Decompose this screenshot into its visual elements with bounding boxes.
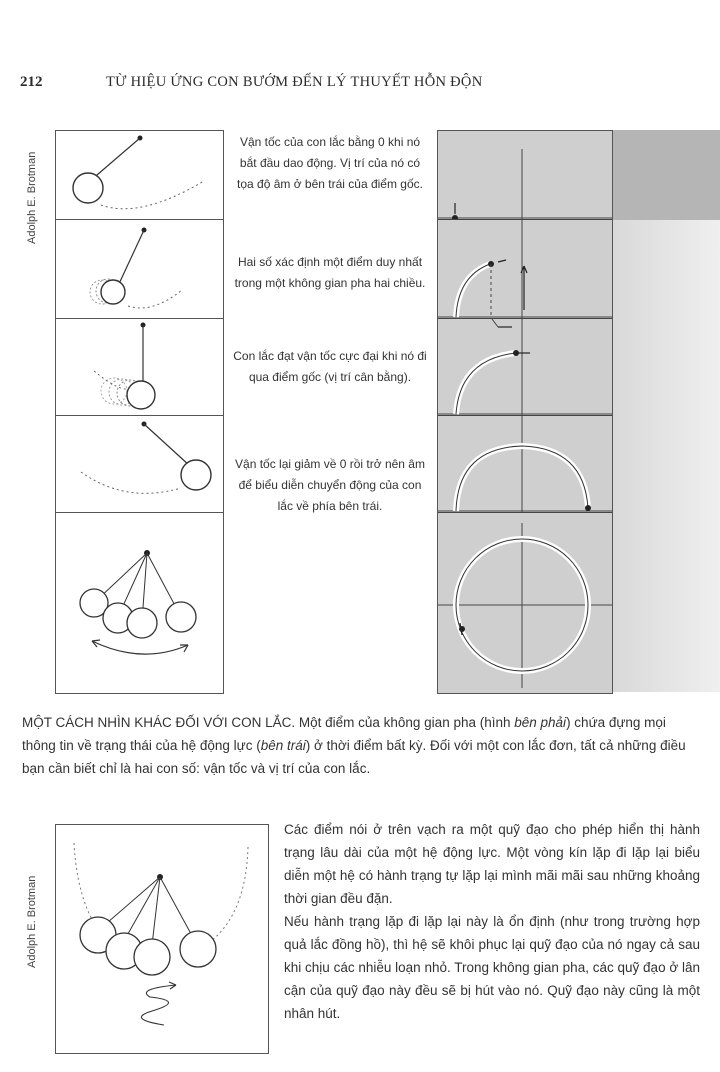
paragraph-1: Các điểm nói ở trên vạch ra một quỹ đạo cho phép hiển thị hành trạng lâu dài của một hệ động lực. Một vòng kín lặp đi lặp lại biểu diễn một hệ có hành trạng tự lặp lại mình mãi mãi sau những khoảng thời gian đều đặn. (284, 822, 700, 906)
pendulum-frame-5 (56, 513, 223, 693)
paragraph-2: Nếu hành trạng lặp đi lặp lại này là ổn định (như trong trường hợp quả lắc đồng hồ), thì hệ sẽ khôi phục lại quỹ đạo của nó ngay cả sau khi chịu các nhiễu loạn nhỏ. Trong không gian pha, các quỹ đạo ở lân cận của quỹ đạo này đều sẽ bị hút vào nó. Quỹ đạo này cũng là một nhân hút. (284, 914, 700, 1021)
pendulum-illustration-panel (55, 130, 224, 694)
pendulum-frame-3 (56, 319, 223, 416)
phase-frame-2 (438, 220, 612, 319)
phase-frame-3 (438, 319, 612, 416)
photo-credit-bottom: Adolph E. Brotman (26, 875, 38, 968)
page-number: 212 (20, 74, 43, 90)
page-header (0, 74, 720, 96)
phase-drawing-2 (438, 220, 612, 318)
caption-text-1: MỘT CÁCH NHÌN KHÁC ĐỐI VỚI CON LẮC. Một điểm của không gian pha (hình (22, 715, 515, 730)
figure-caption (22, 711, 700, 780)
phase-drawing-5 (438, 513, 612, 693)
pendulum-bottom-figure (55, 824, 269, 1054)
body-text (284, 818, 700, 1025)
step-caption-4: Vận tốc lại giảm về 0 rồi trở nên âm để biểu diễn chuyển động của con lắc về phía bên trái. (235, 457, 425, 513)
caption-text-3: ) ở thời điểm bất kỳ. Đối với một con lắc đơn, tất cả những điều bạn cần biết chỉ là hai con số: vận tốc và vị trí của con lắc. (22, 738, 686, 776)
step-caption-3: Con lắc đạt vận tốc cực đại khi nó đi qua điểm gốc (vị trí cân bằng). (233, 349, 427, 384)
phase-frame-4 (438, 416, 612, 513)
photo-credit-top: Adolph E. Brotman (26, 151, 38, 244)
pendulum-drawing-3 (56, 319, 223, 415)
step-caption-2: Hai số xác định một điểm duy nhất trong một không gian pha hai chiều. (234, 255, 426, 290)
phase-drawing-4 (438, 416, 612, 512)
pendulum-bottom-drawing (56, 825, 268, 1053)
pendulum-frame-2 (56, 220, 223, 319)
pendulum-drawing-4 (56, 416, 223, 512)
phase-drawing-1 (438, 131, 612, 219)
caption-italic-left: bên trái (260, 738, 306, 753)
phase-frame-1 (438, 131, 612, 220)
pendulum-frame-1 (56, 131, 223, 220)
pendulum-frame-4 (56, 416, 223, 513)
adjacent-page-bleed-dark (613, 130, 720, 220)
pendulum-drawing-2 (56, 220, 223, 318)
running-title: TỪ HIỆU ỨNG CON BƯỚM ĐẾN LÝ THUYẾT HỖN ĐỘN (106, 74, 483, 90)
caption-italic-right: bên phải (514, 715, 567, 730)
caption-text-2: ) chứa đựng mọi thông tin về trạng thái của hệ động lực ( (22, 715, 666, 753)
step-caption-1: Vận tốc của con lắc bằng 0 khi nó bắt đầu dao động. Vị trí của nó có tọa độ âm ở bên trái của điểm gốc. (237, 135, 423, 191)
pendulum-drawing-5 (56, 513, 223, 693)
phase-space-panel (437, 130, 613, 694)
phase-frame-5 (438, 513, 612, 693)
pendulum-drawing-1 (56, 131, 223, 219)
phase-drawing-3 (438, 319, 612, 415)
